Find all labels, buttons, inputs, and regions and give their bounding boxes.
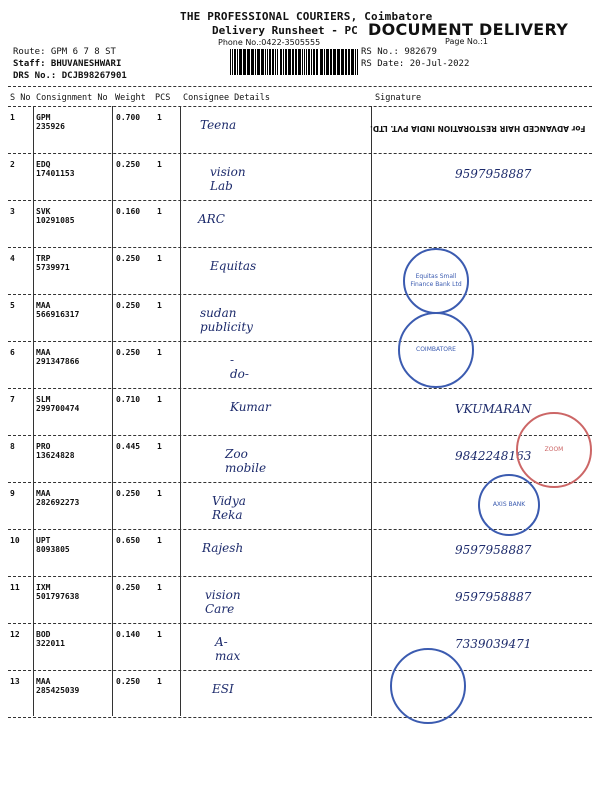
row-consignee: Rajesh [202, 541, 244, 555]
row-signature: 9597958887 [455, 543, 532, 557]
row-weight: 0.250 [116, 301, 141, 310]
row-consignee: -do- [230, 353, 249, 381]
row-divider [8, 200, 592, 201]
row-divider [8, 623, 592, 624]
row-divider [8, 341, 592, 342]
row-consignee: vision Lab [210, 165, 246, 193]
row-divider [8, 388, 592, 389]
row-sno: 4 [10, 254, 15, 263]
row-weight: 0.250 [116, 583, 141, 592]
row-divider [8, 670, 592, 671]
bank-stamp: AXIS BANK [478, 474, 540, 536]
row-weight: 0.250 [116, 677, 141, 686]
barcode-image [230, 49, 358, 75]
office-stamp [390, 648, 466, 724]
row-pcs: 1 [157, 348, 162, 357]
runsheet-title: Delivery Runsheet - PC [212, 24, 358, 37]
row-weight: 0.700 [116, 113, 141, 122]
row-pcs: 1 [157, 583, 162, 592]
row-consignment-no: GPM 235926 [36, 113, 65, 131]
row-signature: VKUMARAN [455, 402, 532, 416]
row-divider [8, 435, 592, 436]
header-divider [8, 106, 592, 107]
col-header-consignee: Consignee Details [183, 93, 270, 103]
row-consignee: Equitas [210, 259, 257, 273]
page-number: Page No.:1 [445, 37, 488, 46]
row-sno: 8 [10, 442, 15, 451]
rs-date: RS Date: 20-Jul-2022 [361, 59, 470, 69]
row-sno: 3 [10, 207, 15, 216]
company-stamp-text: For ADVANCED HAIR RESTORATION INDIA PVT. LTD. [370, 124, 586, 133]
col-header-signature: Signature [375, 93, 422, 103]
row-signature: 7339039471 [455, 637, 532, 651]
row-consignee: A-max [215, 635, 241, 663]
row-consignee: sudan publicity [200, 306, 253, 334]
row-pcs: 1 [157, 395, 162, 404]
row-weight: 0.140 [116, 630, 141, 639]
row-consignee: Vidya Reka [212, 494, 246, 522]
row-pcs: 1 [157, 489, 162, 498]
company-stamp: COIMBATORE [398, 312, 474, 388]
column-line [112, 106, 113, 716]
row-consignee: vision Care [205, 588, 241, 616]
shop-stamp: ZOOM [516, 412, 592, 488]
row-sno: 10 [10, 536, 20, 545]
row-divider [8, 576, 592, 577]
row-pcs: 1 [157, 677, 162, 686]
row-pcs: 1 [157, 207, 162, 216]
row-consignment-no: BOD 322011 [36, 630, 65, 648]
company-title: THE PROFESSIONAL COURIERS, Coimbatore [180, 10, 433, 23]
row-consignment-no: IXM 501797638 [36, 583, 80, 601]
row-sno: 1 [10, 113, 15, 122]
row-consignment-no: EDQ 17401153 [36, 160, 75, 178]
row-sno: 11 [10, 583, 20, 592]
row-consignment-no: SVK 10291085 [36, 207, 75, 225]
row-weight: 0.250 [116, 348, 141, 357]
row-pcs: 1 [157, 536, 162, 545]
row-consignee: ARC [198, 212, 225, 226]
document-type-title: DOCUMENT DELIVERY [368, 20, 569, 39]
column-line [371, 106, 372, 716]
row-sno: 13 [10, 677, 20, 686]
col-header-consignment: Consignment No [36, 93, 108, 103]
row-pcs: 1 [157, 442, 162, 451]
row-divider [8, 153, 592, 154]
row-divider [8, 294, 592, 295]
column-line [180, 106, 181, 716]
row-weight: 0.160 [116, 207, 141, 216]
row-pcs: 1 [157, 113, 162, 122]
row-pcs: 1 [157, 254, 162, 263]
row-weight: 0.250 [116, 254, 141, 263]
row-consignee: Kumar [230, 400, 271, 414]
row-consignment-no: SLM 299700474 [36, 395, 80, 413]
row-consignment-no: MAA 285425039 [36, 677, 80, 695]
row-divider [8, 717, 592, 718]
staff-label: Staff: BHUVANESHWARI [13, 59, 122, 69]
bank-stamp: Equitas Small Finance Bank Ltd [403, 248, 469, 314]
phone-number: Phone No.:0422-3505555 [218, 38, 321, 47]
row-consignee: Teena [200, 118, 237, 132]
row-pcs: 1 [157, 160, 162, 169]
row-weight: 0.710 [116, 395, 141, 404]
row-sno: 9 [10, 489, 15, 498]
row-sno: 7 [10, 395, 15, 404]
col-header-sno: S No [10, 93, 31, 103]
row-sno: 12 [10, 630, 20, 639]
col-header-pcs: PCS [155, 93, 171, 103]
row-signature: 9597958887 [455, 590, 532, 604]
row-sno: 2 [10, 160, 15, 169]
row-weight: 0.250 [116, 160, 141, 169]
col-header-weight: Weight [115, 93, 146, 103]
row-consignment-no: PRO 13624828 [36, 442, 75, 460]
drs-number: DRS No.: DCJB98267901 [13, 71, 127, 81]
row-consignee: ESI [212, 682, 234, 696]
row-consignment-no: MAA 566916317 [36, 301, 80, 319]
row-pcs: 1 [157, 301, 162, 310]
row-weight: 0.650 [116, 536, 141, 545]
route-label: Route: GPM 6 7 8 ST [13, 47, 116, 57]
row-weight: 0.445 [116, 442, 141, 451]
row-signature: 9842248163 [455, 449, 532, 463]
rs-number: RS No.: 982679 [361, 47, 437, 57]
header-divider [8, 86, 592, 87]
column-line [33, 106, 34, 716]
row-weight: 0.250 [116, 489, 141, 498]
row-pcs: 1 [157, 630, 162, 639]
row-signature: 9597958887 [455, 167, 532, 181]
row-consignment-no: UPT 8093805 [36, 536, 70, 554]
row-consignment-no: MAA 291347866 [36, 348, 80, 366]
row-consignment-no: TRP 5739971 [36, 254, 70, 272]
row-consignee: Zoo mobile [225, 447, 267, 475]
row-consignment-no: MAA 282692273 [36, 489, 80, 507]
row-sno: 6 [10, 348, 15, 357]
row-divider [8, 247, 592, 248]
row-sno: 5 [10, 301, 15, 310]
